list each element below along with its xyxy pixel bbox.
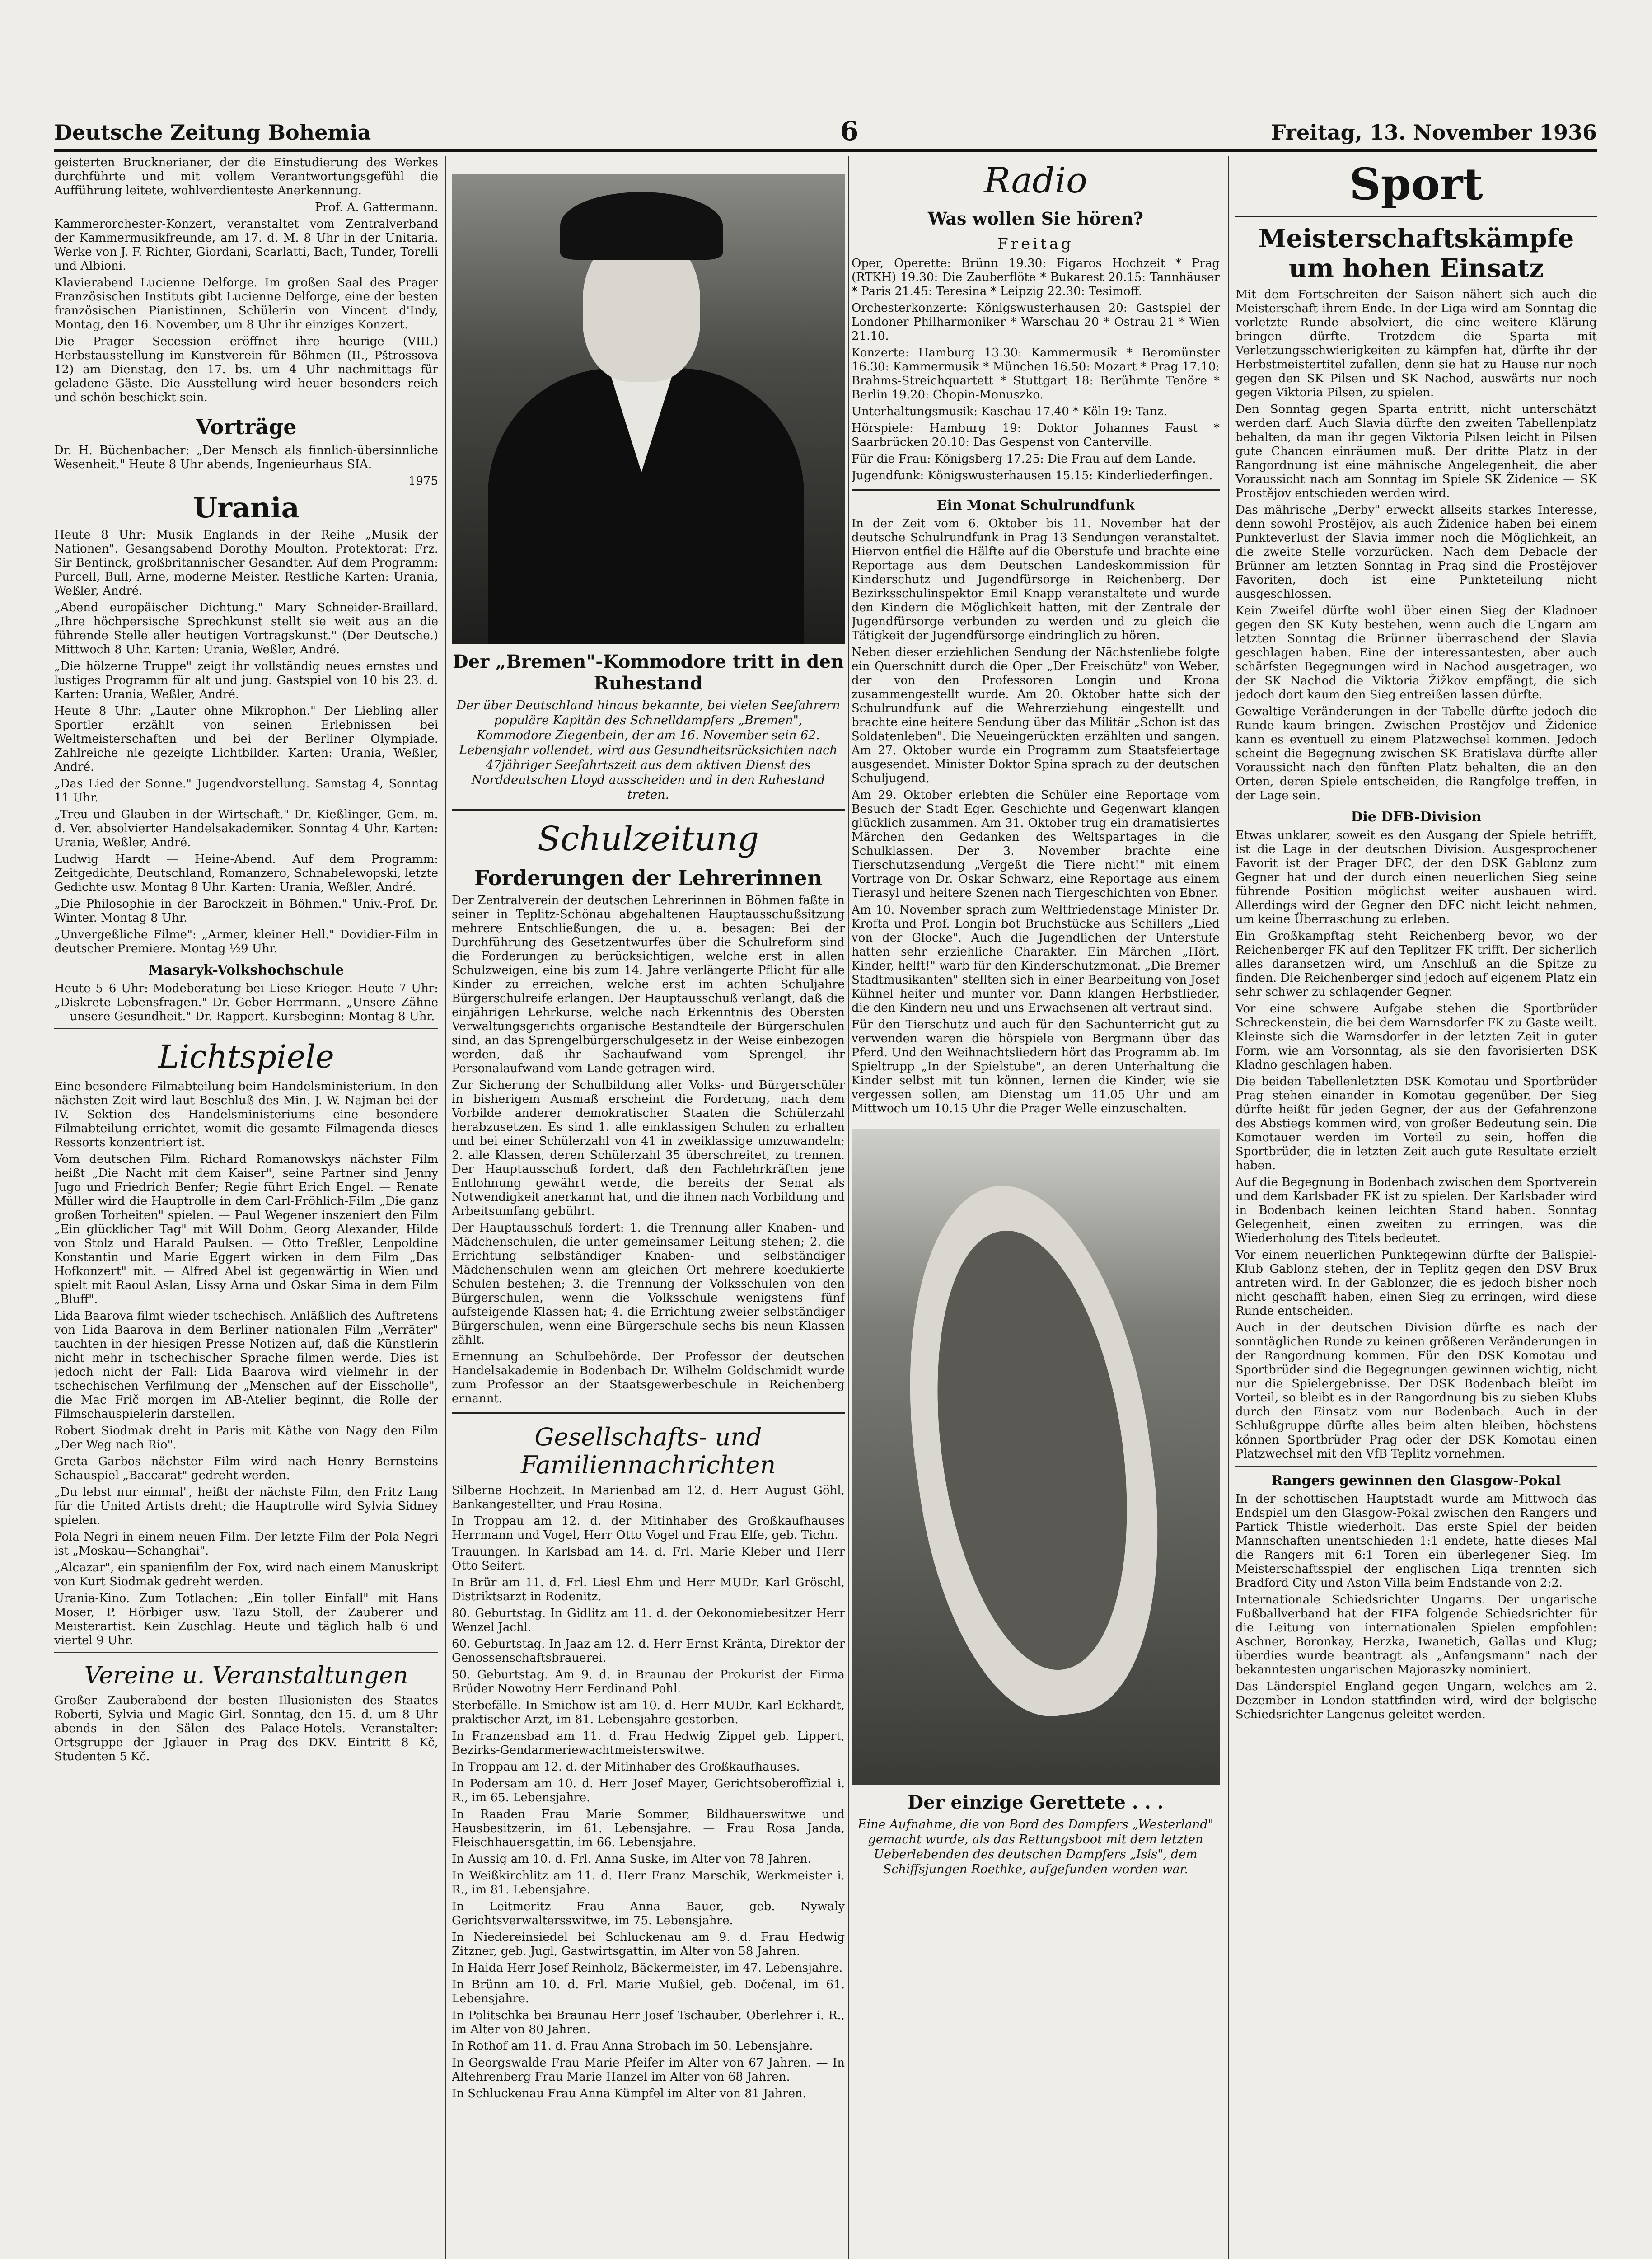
program-item: Konzerte: Hamburg 13.30: Kammermusik * Beromünster 16.30: Kammermusik * München 16.50: Mozart * Prag 17.10: Brahms-Streichquartett * Stuttgart 18: Berühmte Tenöre * Berlin 19.20: Chopin-Monuszko. xyxy=(852,346,1220,402)
article-title: Meisterschaftskämpfe um hohen Einsatz xyxy=(1258,224,1574,283)
article-paragraph: „Alcazar", ein spanienfilm der Fox, wird nach einem Manuskript von Kurt Siodmak gedreht werden. xyxy=(54,1561,438,1589)
article-paragraph: Heute 5–6 Uhr: Modeberatung bei Liese Krieger. Heute 7 Uhr: „Diskrete Lebensfragen." Dr. Geber-Herrmann. „Unsere Zähne — unsere Gesundheit." Dr. Rappert. Kursbeginn: Montag 8 Uhr. xyxy=(54,982,438,1023)
list-item: Heute 8 Uhr: Musik Englands in der Reihe „Musik der Nationen". Gesangsabend Dorothy Moulton. Protektorat: Frz. Sir Bentinck, großbritannischer Gesandter. Auf dem Programm: Purcell, Bull, Arne, moderne Meister. Restliche Karten: Urania, Weßler, André. xyxy=(54,528,438,598)
list-item: Trauungen. In Karlsbad am 14. d. Frl. Marie Kleber und Herr Otto Seifert. xyxy=(452,1545,845,1573)
section-heading-lichtspiele: Lichtspiele xyxy=(158,1038,334,1075)
article-paragraph: Auch in der deutschen Division dürfte es nach der sonntäglichen Runde zu keinen größeren Veränderungen in der Rangordnung kommen. Für den DSK Komotau und Sportbrüder sind die Begegnungen gewinnen wichtig, nicht nur die Spielergebnisse. Der DSK Bodenbach bleibt im Vorteil, so bleibt es in der Rangordnung bis zu sieben Klubs durch den Einsatz vom nur Bodenbach. Auch in der Schlußgruppe dürfte alles beim alten bleiben, höchstens können Sportbrüder Prag oder der DSK Komotau einen Platzwechsel mit den VfB Teplitz vornehmen. xyxy=(1235,1321,1597,1461)
article-paragraph: Auf die Begegnung in Bodenbach zwischen dem Sportverein und dem Karlsbader FK ist zu spielen. Der Karlsbader wird in Bodenbach keinen leichten Stand haben. Sonntag Gelegenheit, einen zweiten zu erringen, was die Wiederholung des Titels bedeutet. xyxy=(1235,1176,1597,1245)
list-item: In Troppau am 12. d. der Mitinhaber des Großkaufhauses Herrmann und Vogel, Herr Otto Vogel und Frau Elfe, geb. Tichn. xyxy=(452,1514,845,1542)
column-divider xyxy=(445,156,446,2259)
article-paragraph: Vor einem neuerlichen Punktegewinn dürfte der Ballspiel-Klub Gablonz stehen, der in Teplitz gegen den DSV Brux antreten wird. In der Gablonzer, die es jedoch bisher noch nicht geschafft haben, einen Sieg zu erringen, wird diese Runde entscheiden. xyxy=(1235,1248,1597,1318)
divider xyxy=(452,1412,845,1414)
divider xyxy=(1235,1466,1597,1467)
article-paragraph: Greta Garbos nächster Film wird nach Henry Bernsteins Schauspiel „Baccarat" gedreht werden. xyxy=(54,1455,438,1482)
list-item: Sterbefälle. In Smichow ist am 10. d. Herr MUDr. Karl Eckhardt, praktischer Arzt, im 81. Lebensjahre gestorben. xyxy=(452,1699,845,1726)
list-item: In Brür am 11. d. Frl. Liesl Ehm und Herr MUDr. Karl Gröschl, Distriktsarzt in Rodenitz. xyxy=(452,1576,845,1603)
list-item: In Troppau am 12. d. der Mitinhaber des Großkaufhauses. xyxy=(452,1760,800,1774)
article-paragraph: Etwas unklarer, soweit es den Ausgang der Spiele betrifft, ist die Lage in der deutschen Division. Ausgesprochener Favorit ist der Prager DFC, der den DSK Gablonz zum Gegner hat und der durch einen neuerlichen Sieg seine führende Position möglichst weiter ausbauen wird. Allerdings wird der Gegner den DFC nicht leicht nehmen, um keine Überraschung zu erleben. xyxy=(1235,829,1597,926)
section-heading-urania: Urania xyxy=(193,491,300,524)
article-paragraph: Dr. H. Büchenbacher: „Der Mensch als finnlich-übersinnliche Wesenheit." Heute 8 Uhr abends, Ingenieurhaus SIA. xyxy=(54,444,438,471)
column-divider xyxy=(848,156,849,2259)
article-paragraph: „Du lebst nur einmal", heißt der nächste Film, den Fritz Lang für die United Artists dreht; die Hauptrolle wird Sylvia Sidney spielen. xyxy=(54,1486,438,1527)
list-item: In Franzensbad am 11. d. Frau Hedwig Zippel geb. Lippert, Bezirks-Gendarmeriewachtmeisterswitwe. xyxy=(452,1729,845,1757)
article-paragraph: Das Länderspiel England gegen Ungarn, welches am 2. Dezember in London stattfinden wird, wird der belgische Schiedsrichter Langenus geleitet werden. xyxy=(1235,1680,1597,1721)
article-paragraph: Am 29. Oktober erlebten die Schüler eine Reportage vom Besuch der Stadt Eger. Geschichte und Gegenwart klangen glücklich zusammen. Am 31. Oktober trug ein dramatisiertes Märchen den Gedanken des Weltspartages in die Schulklassen. Der 3. November brachte eine Tierschutzsendung „Vergeßt die Tiere nicht!" mit einem Vortrage von Dr. Oskar Schwarz, eine Reportage aus einem Tierasyl und heitere Szenen nach Tiergeschichten von Ebner. xyxy=(852,788,1220,900)
list-item: In Politschka bei Braunau Herr Josef Tschauber, Oberlehrer i. R., im Alter von 80 Jahren. xyxy=(452,2009,845,2036)
article-paragraph: Pola Negri in einem neuen Film. Der letzte Film der Pola Negri ist „Moskau—Schanghai". xyxy=(54,1530,438,1558)
program-item: Hörspiele: Hamburg 19: Doktor Johannes Faust * Saarbrücken 20.10: Das Gespenst von Canterville. xyxy=(852,422,1220,449)
list-item: In Raaden Frau Marie Sommer, Bildhauerswitwe und Hausbesitzerin, im 61. Lebensjahre. — Frau Rosa Janda, Fleischhauersgattin, im 66. Lebensjahre. xyxy=(452,1808,845,1849)
article-paragraph: Lida Baarova filmt wieder tschechisch. Anläßlich des Auftretens von Lida Baarova in dem Berliner nationalen Film „Verräter" tauchten in der hiesigen Presse Notizen auf, daß die Künstlerin nicht mehr in tschechischer Sprache filmen werde. Dies ist jedoch nicht der Fall: Lida Baarova wird vielmehr in der tschechischen Verfilmung der „Menschen auf der Eisscholle", die Mac Frič morgen im AB-Atelier beginnt, die Rolle der Filmschauspielerin darstellen. xyxy=(54,1309,438,1421)
article-paragraph: Klavierabend Lucienne Delforge. Im großen Saal des Prager Französischen Instituts gibt Lucienne Delforge, eine der besten französischen Pianistinnen, Schülerin von Vincent d'Indy, Montag, den 16. November, um 8 Uhr ihr einziges Konzert. xyxy=(54,276,438,332)
article-title: Rangers gewinnen den Glasgow-Pokal xyxy=(1271,1473,1561,1489)
article-paragraph: In der Zeit vom 6. Oktober bis 11. November hat der deutsche Schulrundfunk in Prag 13 Sendungen veranstaltet. Hiervon entfiel die Hälfte auf die Oberstufe und brachte eine Reportage aus dem Deutschen Landeskommission für Kinderschutz und Jugendfürsorge in Reichenberg. Der Bezirksschulinspektor Emil Knapp veranstaltete und wurde den Kindern die Möglichkeit hatten, mit der Zentrale der Jugendfürsorge verbunden zu werden und zu gleich die Tätigkeit der Jugendfürsorge eindringlich zu hören. xyxy=(852,517,1220,642)
article-paragraph: Den Sonntag gegen Sparta entritt, nicht unterschätzt werden darf. Auch Slavia dürfte den zweiten Tabellenplatz behalten, da man ihr gegen Viktoria Pilsen leicht in Pilsen gute Chancen einräumen muß. Der dritte Platz in der Rangordnung ist eine mähnische Angelegenheit, die aber Voraussicht nach am Sonntag im Spiele SK Židenice — SK Prostějov entschieden werden wird. xyxy=(1235,403,1597,500)
article-paragraph: Kein Zweifel dürfte wohl über einen Sieg der Kladnoer gegen den SK Kuty bestehen, wenn auch die Ungarn am letzten Sonntag die Brünner überraschend der Slavia geschlagen haben. Eine der interessantesten, aber auch schärfsten Begegnungen wird in Nachod ausgetragen, wo der SK Nachod die Viktoria Žižkov empfängt, die sich jedoch dort kaum den Sieg entreißen lassen dürfte. xyxy=(1235,604,1597,702)
article-paragraph: Eine besondere Filmabteilung beim Handelsministerium. In den nächsten Zeit wird laut Beschluß des Min. J. W. Najman bei der IV. Sektion des Handelsministeriums eine besondere Filmabteilung errichtet, womit die gesamte Filmagenda dieses Ressorts konzentriert ist. xyxy=(54,1080,438,1149)
article-paragraph: Mit dem Fortschreiten der Saison nähert sich auch die Meisterschaft ihrem Ende. In der Liga wird am Sonntag die vorletzte Runde absolviert, die eine weitere Klärung bringen dürfte. Trotzdem die Sparta mit Verletzungsschwierigkeiten zu kämpfen hat, dürfte ihr der Herbstmeistertitel zufallen, denn sie hat zu Hause nur noch gegen den SK Pilsen und SK Nachod, auswärts nur noch gegen Viktoria Pilsen, zu spielen. xyxy=(1235,288,1597,399)
list-item: Ludwig Hardt — Heine-Abend. Auf dem Programm: Zeitgedichte, Deutschland, Romanzero, Schnabelewopski, letzte Gedichte usw. Montag 8 Uhr. Karten: Urania, Weßler, André. xyxy=(54,853,438,894)
commodore-photo xyxy=(452,174,845,644)
article-title: Forderungen der Lehrerinnen xyxy=(474,866,823,890)
article-paragraph: Robert Siodmak dreht in Paris mit Käthe von Nagy den Film „Der Weg nach Rio". xyxy=(54,1424,438,1452)
list-item: In Podersam am 10. d. Herr Josef Mayer, Gerichtsoberoffizial i. R., im 65. Lebensjahre. xyxy=(452,1777,845,1804)
article-signature: Prof. A. Gattermann. xyxy=(315,201,438,214)
program-day: Freitag xyxy=(997,235,1074,253)
newspaper-name: Deutsche Zeitung Bohemia xyxy=(54,120,371,145)
divider xyxy=(54,1652,438,1653)
article-paragraph: Zur Sicherung der Schulbildung aller Volks- und Bürgerschüler in bisherigem Ausmaß erscheint die Forderung, nach dem Vorbilde anderer demokratischer Staaten die Schülerzahl herabzusetzen. Es sind 1. alle einklassigen Schulen zu erhalten und bei einer Schülerzahl von 41 in zweiklassige umzuwandeln; 2. alle Klassen, deren Schülerzahl 35 überschreitet, zu trennen. Der Hauptausschuß fordert, daß den Fachlehrkräften jene Entlohnung gewährt werde, die bereits der Senat als Notwendigkeit anerkannt hat, und die ihnen nach Vorbildung und Arbeitsumfang gebührt. xyxy=(452,1078,845,1218)
column-divider xyxy=(1228,156,1229,2259)
list-item: In Niedereinsiedel bei Schluckenau am 9. d. Frau Hedwig Zitzner, geb. Jugl, Gastwirtsgattin, im Alter von 58 Jahren. xyxy=(452,1931,845,1958)
list-item: 60. Geburtstag. In Jaaz am 12. d. Herr Ernst Kränta, Direktor der Genossenschaftsbrauerei. xyxy=(452,1637,845,1665)
article-paragraph: Internationale Schiedsrichter Ungarns. Der ungarische Fußballverband hat der FIFA folgende Schiedsrichter für die Leitung von internationalen Spielen empfohlen: Aschner, Boronkay, Herzka, Iwanetich, Gallas und Klug; überdies wurde beantragt als „Anfangsmann" nach der bekanntesten ungarischen Majoraszky nominiert. xyxy=(1235,1593,1597,1677)
photo-caption: Der über Deutschland hinaus bekannte, bei vielen Seefahrern populäre Kapitän des Schnelldampfers „Bremen", Kommodore Ziegenbein, der am 16. November sein 62. Lebensjahr vollendet, wird aus Gesundheitsrücksichten nach 47jähriger Seefahrtszeit aus dem aktiven Dienst des Norddeutschen Lloyd ausscheiden und in den Ruhestand treten. xyxy=(456,698,840,802)
list-item: In Aussig am 10. d. Frl. Anna Suske, im Alter von 78 Jahren. xyxy=(452,1852,811,1866)
article-paragraph: Die beiden Tabellenletzten DSK Komotau und Sportbrüder Prag stehen einander in Komotau gegenüber. Der Sieg dürfte heißt für jeden Gegner, der aus der Gefahrenzone des Abstiegs kommen wird, von großer Bedeutung sein. Die Komotauer werden im Vorteil zu sein, hoffen die Sportbrüder, die in letzten Zeit auch gute Resultate erzielt haben. xyxy=(1235,1075,1597,1172)
list-item: In Georgswalde Frau Marie Pfeifer im Alter von 67 Jahren. — In Altehrenberg Frau Marie Hanzel im Alter von 68 Jahren. xyxy=(452,2056,845,2084)
article-paragraph: Das mährische „Derby" erweckt allseits starkes Interesse, denn sowohl Prostějov, als auch Židenice haben bei einem Punkteverlust der Slavia immer noch die Möglichkeit, an die zweite Stelle vorzurücken. Nach dem Debacle der Brünner am letzten Sonntag in Prag sind die Prostějover Favoriten, doch ist eine Punkteteilung nicht ausgeschlossen. xyxy=(1235,503,1597,601)
subheading-dfb: Die DFB-Division xyxy=(1351,809,1482,825)
list-item: „Unvergeßliche Filme": „Armer, kleiner Hell." Dovidier-Film in deutscher Premiere. Montag ½9 Uhr. xyxy=(54,928,438,956)
article-paragraph: Kammerorchester-Konzert, veranstaltet vom Zentralverband der Kammermusikfreunde, am 17. d. M. 8 Uhr in der Unitaria. Werke von J. F. Richter, Giordani, Scarlatti, Bach, Tunder, Torelli und Albioni. xyxy=(54,217,438,273)
list-item: In Schluckenau Frau Anna Kümpfel im Alter von 81 Jahren. xyxy=(452,2087,806,2100)
list-item: In Haida Herr Josef Reinholz, Bäckermeister, im 47. Lebensjahre. xyxy=(452,1961,843,1975)
section-heading-vereine: Vereine u. Veranstaltungen xyxy=(84,1662,408,1689)
article-paragraph: Ein Großkampftag steht Reichenberg bevor, wo der Reichenberger FK auf den Teplitzer FK trifft. Der sicherlich alles daransetzen wird, um Anschluß an die Spitze zu finden. Die Reichenberger sind jedoch auf eigenem Platz ein sehr schwer zu schlagender Gegner. xyxy=(1235,929,1597,999)
article-paragraph: Vom deutschen Film. Richard Romanowskys nächster Film heißt „Die Nacht mit dem Kaiser", seine Partner sind Jenny Jugo und Friedrich Benfer; Regie führt Erich Engel. — Renate Müller wird die Hauptrolle in dem Carl-Fröhlich-Film „Die ganz großen Torheiten" spielen. — Paul Wegener inszeniert den Film „Ein glücklicher Tag" mit Will Dohm, Georg Alexander, Hilde von Stolz und Harald Paulsen. — Otto Treßler, Leopoldine Konstantin und Marie Eggert wirken in dem Film „Das Hofkonzert" mit. — Alfred Abel ist gegenwärtig in Wien und spielt mit Raoul Aslan, Lissy Arna und Oskar Sima in dem Film „Bluff". xyxy=(54,1153,438,1306)
list-item: 80. Geburtstag. In Gidlitz am 11. d. der Oekonomiebesitzer Herr Wenzel Jachl. xyxy=(452,1607,845,1634)
list-item: In Leitmeritz Frau Anna Bauer, geb. Nywaly Gerichtsverwaltersswitwe, im 75. Lebensjahre. xyxy=(452,1900,845,1927)
divider xyxy=(852,489,1220,491)
article-paragraph: geisterten Brucknerianer, der die Einstudierung des Werkes durchführte und mit vollem Verantwortungsgefühl die Aufführung leitete, wohlverdienteste Anerkennung. xyxy=(54,156,438,197)
list-item: 50. Geburtstag. Am 9. d. in Braunau der Prokurist der Firma Brüder Nowotny Herr Ferdinand Pohl. xyxy=(452,1668,845,1696)
section-heading-masaryk: Masaryk-Volkshochschule xyxy=(148,962,344,978)
divider xyxy=(54,1028,438,1029)
article-paragraph: Ernennung an Schulbehörde. Der Professor der deutschen Handelsakademie in Bodenbach Dr. Wilhelm Goldschmidt wurde zum Professor an der Staatsgewerbeschule in Reichenberg ernannt. xyxy=(452,1350,845,1406)
list-item: In Rothof am 11. d. Frau Anna Strobach im 50. Lebensjahre. xyxy=(452,2039,813,2053)
column-sport xyxy=(1235,156,1597,2259)
article-paragraph: Vor eine schwere Aufgabe stehen die Sportbrüder Schreckenstein, die bei dem Warnsdorfer FK zu Gaste weilt. Kleinste sich die Warnsdorfer in der letzten Zeit in guter Form, wie am Vorsonntag, als sie den favorisierten DSK Kladno geschlagen haben. xyxy=(1235,1002,1597,1072)
list-item: „Treu und Glauben in der Wirtschaft." Dr. Kießlinger, Gem. m. d. Ver. absolvierter Handelsakademiker. Sonntag 4 Uhr. Karten: Urania, Weßler, André. xyxy=(54,808,438,849)
lifeboat-photo xyxy=(852,1130,1220,1785)
list-item: „Die hölzerne Truppe" zeigt ihr vollständig neues ernstes und lustiges Programm für alt und jung. Gastspiel von 10 bis 23. d. Karten: Urania, Weßler, André. xyxy=(54,660,438,701)
photo-title: Der „Bremen"-Kommodore tritt in den Ruhestand xyxy=(452,651,844,694)
section-heading-radio: Radio xyxy=(984,160,1087,201)
program-item: Jugendfunk: Königswusterhausen 15.15: Kinderliederfingen. xyxy=(852,469,1213,483)
article-paragraph: Die Prager Secession eröffnet ihre heurige (VIII.) Herbstausstellung im Kunstverein für Böhmen (II., Pštrossova 12) am Dienstag, den 17. bs. um 4 Uhr nachmittags für geladene Gäste. Die Ausstellung wird heuer besonders reich und schön beschickt sein. xyxy=(54,335,438,404)
list-item: In Weißkirchlitz am 11. d. Herr Franz Marschik, Werkmeister i. R., im 81. Lebensjahre. xyxy=(452,1869,845,1897)
article-paragraph: Der Zentralverein der deutschen Lehrerinnen in Böhmen faßte in seiner in Teplitz-Schönau abgehaltenen Hauptausschußsitzung mehrere Entschließungen, die u. a. besagen: Bei der Durchführung des Gesetzentwurfes über die Schulreform sind die Forderungen zu berücksichtigen, welche erst in allen Schulzweigen, eine bis zum 14. Jahre verlängerte Pflicht für alle Kinder zu erreichen, welche erst im achten Schuljahre Bürgerschulreife erlangen. Der Hauptausschuß verlangt, daß die einjährigen Lehrkurse, welche nach Erkenntnis des Obersten Verwaltungsgerichts organische Bestandteile der Bürgerschulen sind, an das Sprengelbürgerschulgesetz in der Weise einbezogen werden, daß ihr Sachaufwand vom Sprengel, ihr Personalaufwand vom Lande getragen wird. xyxy=(452,894,845,1075)
issue-date: Freitag, 13. November 1936 xyxy=(1271,120,1597,145)
photo-title: Der einzige Gerettete . . . xyxy=(908,1792,1164,1813)
list-item: Silberne Hochzeit. In Marienbad am 12. d. Herr August Göhl, Bankangestellter, und Frau Rosina. xyxy=(452,1484,845,1511)
page-header xyxy=(54,108,1597,152)
section-heading-schulzeitung: Schulzeitung xyxy=(538,820,759,858)
article-paragraph: In der schottischen Hauptstadt wurde am Mittwoch das Endspiel um den Glasgow-Pokal zwischen den Rangers und Partick Thistle wiederholt. Das erste Spiel der beiden Mannschaften unentschieden 1:1 endete, hatte dieses Mal die Rangers mit 6:1 Toren ein überlegener Sieg. Im Meisterschaftsspiel der englischen Liga trennten sich Bradford City und Aston Villa beim Endstande von 2:2. xyxy=(1235,1492,1597,1590)
divider xyxy=(452,809,845,811)
article-paragraph: Urania-Kino. Zum Totlachen: „Ein toller Einfall" mit Hans Moser, P. Hörbiger usw. Tazu Stoll, der Zauberer und Meisterartist. Kein Zuschlag. Heute und täglich halb 6 und viertel 9 Uhr. xyxy=(54,1592,438,1647)
article-paragraph: Für den Tierschutz und auch für den Sachunterricht gut zu verwenden waren die hörspiele von Bergmann über das Pferd. Und den Weihnachtsliedern hört das Programm ab. Im Spieltrupp „In der Spielstube", an deren Unterhaltung die Kinder selbst mit tun können, lernen die Kinder, wie sie vergessen sollen, am Dienstag um 11.05 Uhr und am Mittwoch um 10.15 Uhr die Prager Welle einzuschalten. xyxy=(852,1018,1220,1115)
article-paragraph: Am 10. November sprach zum Weltfriedenstage Minister Dr. Krofta und Prof. Longin bot Bruchstücke aus Schillers „Lied von der Glocke". Auch die Jugendlichen der Unterstufe hatten sehr erziehliche Charakter. Ein Märchen „Hört, Kinder, helft!" warb für den Kinderschutzmonat. „Die Bremer Stadtmusikanten" stellten sich in einer Bearbeitung von Josef Kühnel heiter und munter vor. Dann klangen Herbstlieder, die den Kindern neu und uns Erwachsenen alt vertraut sind. xyxy=(852,903,1220,1015)
section-heading-vortraege: Vorträge xyxy=(196,415,297,439)
article-paragraph: Der Hauptausschuß fordert: 1. die Trennung aller Knaben- und Mädchenschulen, die unter gemeinsamer Leitung stehen; 2. die Errichtung selbständiger Knaben- und selbständiger Mädchenschulen wenn am gleichen Ort mehrere koedukierte Schulen bestehen; 3. die Trennung der Volksschulen von den Bürgerschulen, wenn die Volksschule wenigstens fünf aufsteigende Klassen hat; 4. die Errichtung zweier selbständiger Bürgerschulen, wenn eine Bürgerschule sechs bis neun Klassen zählt. xyxy=(452,1221,845,1347)
section-heading-sport: Sport xyxy=(1349,159,1483,210)
divider xyxy=(1235,216,1597,217)
column-culture xyxy=(54,156,438,2259)
article-title: Was wollen Sie hören? xyxy=(928,208,1143,229)
article-title: Ein Monat Schulrundfunk xyxy=(936,497,1135,513)
list-item: Heute 8 Uhr: „Lauter ohne Mikrophon." Der Liebling aller Sportler erzählt von seinen Erlebnissen bei Weltmeisterschaften und bei der Berliner Olympiade. Zahlreiche nie gezeigte Lichtbilder. Karten: Urania, Weßler, André. xyxy=(54,704,438,774)
page-number: 6 xyxy=(840,116,859,146)
list-item: „Das Lied der Sonne." Jugendvorstellung. Samstag 4, Sonntag 11 Uhr. xyxy=(54,777,438,805)
column-radio xyxy=(852,156,1220,2259)
list-item: „Die Philosophie in der Barockzeit in Böhmen." Univ.-Prof. Dr. Winter. Montag 8 Uhr. xyxy=(54,897,438,925)
program-item: Unterhaltungsmusik: Kaschau 17.40 * Köln 19: Tanz. xyxy=(852,405,1167,418)
program-item: Orchesterkonzerte: Königswusterhausen 20: Gastspiel der Londoner Philharmoniker * Warschau 20 * Ostrau 21 * Wien 21.10. xyxy=(852,301,1220,343)
column-school xyxy=(452,156,845,2259)
list-item: In Brünn am 10. d. Frl. Marie Mußiel, geb. Dočenal, im 61. Lebensjahre. xyxy=(452,1978,845,2006)
program-item: Oper, Operette: Brünn 19.30: Figaros Hochzeit * Prag (RTKH) 19.30: Die Zauberflöte * Bukarest 20.15: Tannhäuser * Paris 21.45: Teresina * Leipzig 22.30: Tesimoff. xyxy=(852,257,1220,298)
section-heading-gesellschaft: Gesellschafts- und Familiennachrichten xyxy=(520,1423,776,1479)
article-paragraph: Großer Zauberabend der besten Illusionisten des Staates Roberti, Sylvia und Magic Girl. Sonntag, den 15. d. um 8 Uhr abends in den Sälen des Palace-Hotels. Veranstalter: Ortsgruppe der Jglauer in Prag des DKV. Eintritt 8 Kč, Studenten 5 Kč. xyxy=(54,1694,438,1763)
article-paragraph: Gewaltige Veränderungen in der Tabelle dürfte jedoch die Runde kaum bringen. Zwischen Prostějov und Židenice kann es eventuell zu einem Platzwechsel kommen. Jedoch scheint die Begegnung zwischen SK Bratislava dürfte aller Voraussicht nach den fünften Platz behalten, die an den Orten, deren Spiele entscheiden, die Rangfolge treffen, in der Lage sein. xyxy=(1235,705,1597,802)
photo-caption: Eine Aufnahme, die von Bord des Dampfers „Westerland" gemacht wurde, als das Rettungsboot mit dem letzten Ueberlebenden des deutschen Dampfers „Isis", dem Schiffsjungen Roethke, aufgefunden worden war. xyxy=(857,1818,1214,1876)
list-item: „Abend europäischer Dichtung." Mary Schneider-Braillard. „Ihre höchpersische Sprechkunst stellt sie weit aus an die führende Stelle aller heutigen Vortragskunst." (Der Deutsche.) Mittwoch 8 Uhr. Karten: Urania, Weßler, André. xyxy=(54,601,438,656)
article-paragraph: Neben dieser erziehlichen Sendung der Nächstenliebe folgte ein Querschnitt durch die Oper „Der Freischütz" von Weber, der von den Professoren Longin und Krona zusammengestellt wurde. Am 20. Oktober hatte sich der Schulrundfunk auf die Wehrerziehung eingestellt und brachte eine heitere Sendung über das Militär „Schon ist das Soldatenleben". Die Neueingerückten erzählten und sangen. Am 27. Oktober wurde ein Programm zum Staatsfeiertage ausgesendet. Minister Doktor Spina sprach zu der deutschen Schuljugend. xyxy=(852,646,1220,785)
program-item: Für die Frau: Königsberg 17.25: Die Frau auf dem Lande. xyxy=(852,452,1196,466)
ad-number: 1975 xyxy=(408,474,438,488)
